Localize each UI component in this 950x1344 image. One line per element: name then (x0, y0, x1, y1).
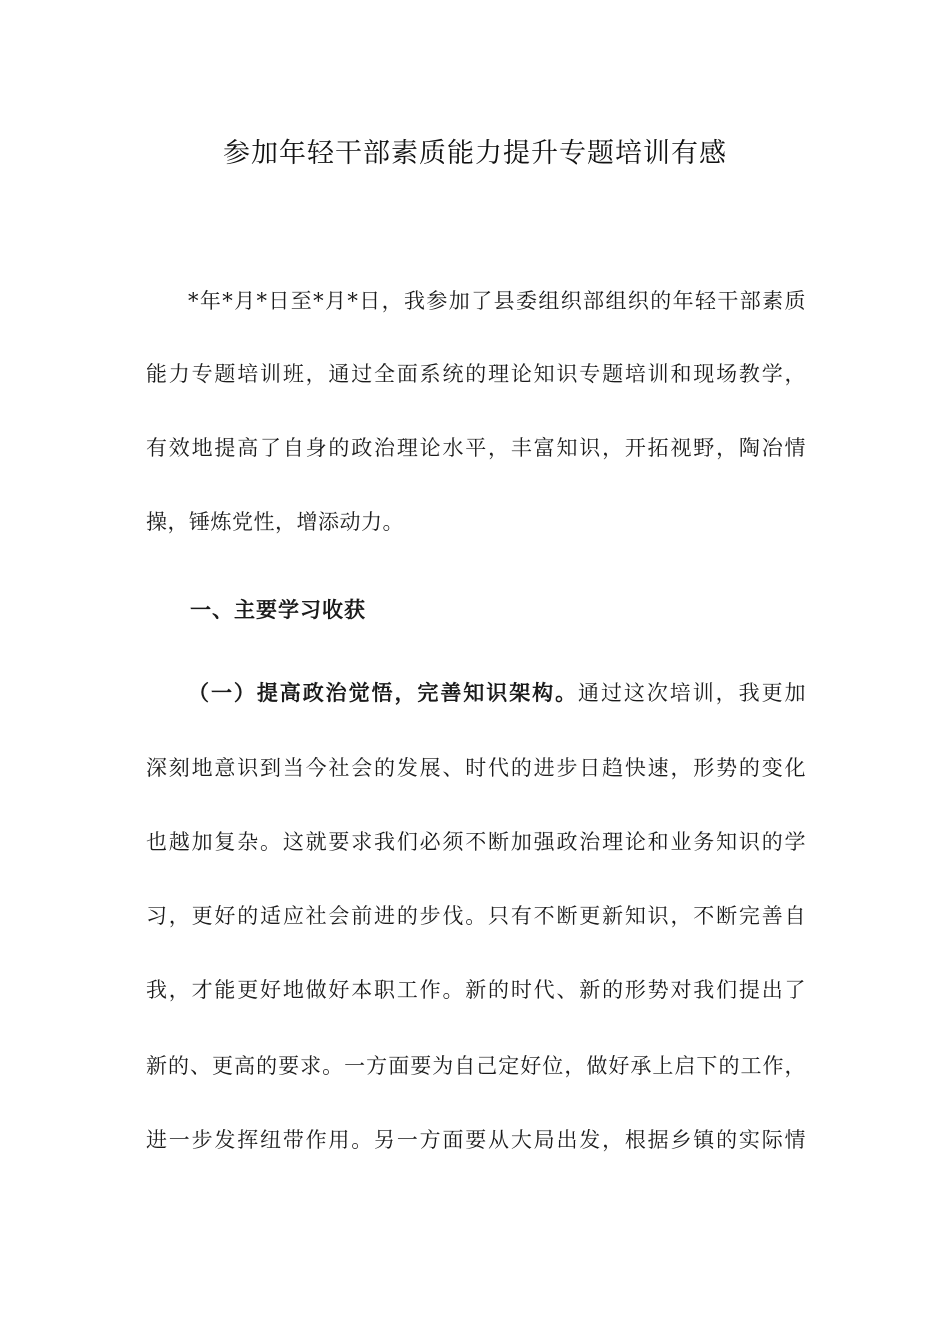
body-line: 深刻地意识到当今社会的发展、时代的进步日趋快速，形势的变化 (146, 756, 806, 780)
subsection-lead: （一）提高政治觉悟，完善知识架构。 (188, 681, 579, 705)
subsection-first-line (188, 677, 806, 709)
body-line: 我，才能更好地做好本职工作。新的时代、新的形势对我们提出了 (146, 978, 806, 1002)
subsection-text: 通过这次培训，我更加 (578, 681, 807, 705)
body-line: 也越加复杂。这就要求我们必须不断加强政治理论和业务知识的学 (146, 830, 806, 854)
section-heading: 一、主要学习收获 (190, 598, 366, 622)
intro-line: *年*月*日至*月*日，我参加了县委组织部组织的年轻干部素质 (188, 289, 806, 313)
body-line: 习，更好的适应社会前进的步伐。只有不断更新知识，不断完善自 (146, 904, 806, 928)
intro-line: 有效地提高了自身的政治理论水平，丰富知识，开拓视野，陶冶情 (146, 436, 806, 460)
intro-line: 能力专题培训班，通过全面系统的理论知识专题培训和现场教学， (146, 362, 806, 386)
intro-line: 操，锤炼党性，增添动力。 (146, 510, 404, 534)
body-line: 进一步发挥纽带作用。另一方面要从大局出发，根据乡镇的实际情 (146, 1128, 806, 1152)
document-title: 参加年轻干部素质能力提升专题培训有感 (223, 138, 727, 169)
body-line: 新的、更高的要求。一方面要为自己定好位，做好承上启下的工作， (146, 1054, 806, 1078)
